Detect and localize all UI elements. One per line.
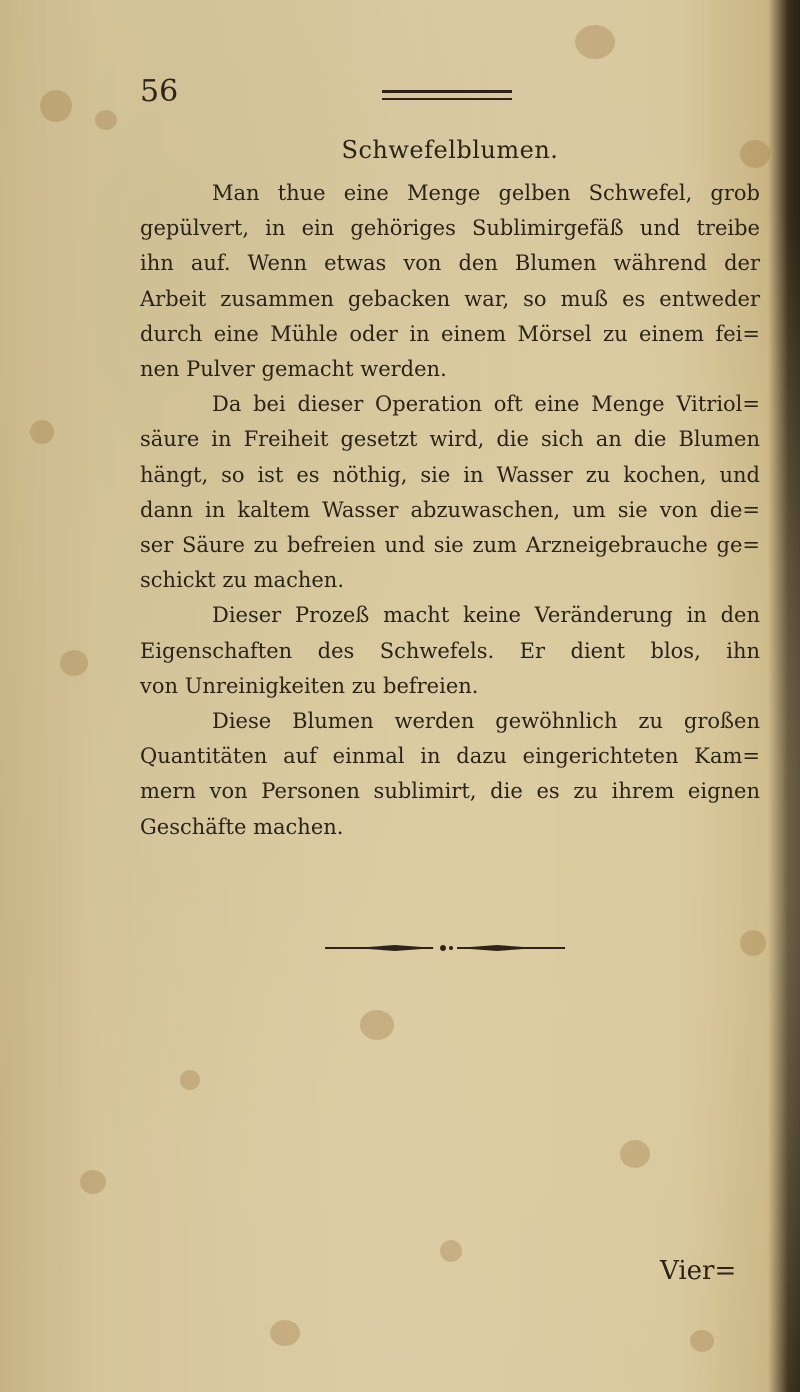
foxing-spot [740,930,766,956]
text-line: ihn auf. Wenn etwas von den Blumen während der [140,251,760,276]
text-block [140,130,760,845]
paragraph-4 [140,704,760,845]
text-line: mern von Personen sublimirt, die es zu ihrem eignen [140,779,760,804]
foxing-spot [440,1240,462,1262]
text-line: Eigenschaften des Schwefels. Er dient blos, ihn [140,638,760,663]
page-number: 56 [140,74,179,109]
text-line: Diese Blumen werden gewöhnlich zu großen [212,709,760,734]
header-rule [382,90,512,100]
text-line: Arbeit zusammen gebacken war, so muß es entweder [140,286,760,311]
text-line: gepülvert, in ein gehöriges Sublimirgefäß und treibe [140,216,760,241]
text-line: Man thue eine Menge gelben Schwefel, grob [212,181,760,205]
foxing-spot [80,1170,106,1194]
paragraph-3 [140,598,760,704]
text-line: durch eine Mühle oder in einem Mörsel zu einem fei= [140,321,760,346]
section-heading: Schwefelblumen. [341,136,559,164]
paragraph-1 [140,176,760,387]
ornament-divider [325,942,565,954]
foxing-spot [180,1070,200,1090]
text-line: Quantitäten auf einmal in dazu eingerichteten Kam= [140,744,760,769]
foxing-spot [270,1320,300,1346]
text-line: säure in Freiheit gesetzt wird, die sich an die Blumen [140,427,760,452]
catchword: Vier= [660,1256,737,1286]
text-line: schickt zu machen. [140,568,344,593]
foxing-spot [95,110,117,130]
text-line: Geschäfte machen. [140,814,344,839]
text-line: dann in kaltem Wasser abzuwaschen, um sie von die= [140,497,760,522]
paragraph-2 [140,387,760,598]
text-line: Da bei dieser Operation oft eine Menge Vitriol= [212,392,760,417]
text-line: hängt, so ist es nöthig, sie in Wasser zu kochen, und [140,462,760,487]
foxing-spot [360,1010,394,1040]
foxing-spot [690,1330,714,1352]
text-line: Dieser Prozeß macht keine Veränderung in den [212,603,760,628]
page-header [140,74,760,114]
foxing-spot [620,1140,650,1168]
text-line: nen Pulver gemacht werden. [140,357,447,382]
text-line: ser Säure zu befreien und sie zum Arzneigebrauche ge= [140,533,760,558]
foxing-spot [30,420,54,444]
foxing-spot [60,650,88,676]
text-line: von Unreinigkeiten zu befreien. [140,673,479,698]
foxing-spot [575,25,615,59]
foxing-spot [40,90,72,122]
